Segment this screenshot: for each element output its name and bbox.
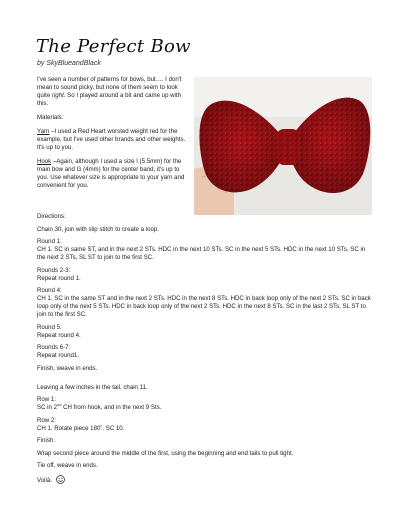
band-row-1: Row 1: SC in 2nd CH from hook, and in the next 9 Sts. [37, 396, 162, 411]
band-start: Leaving a few inches in the tail, chain 11. [37, 383, 148, 391]
directions-section [37, 213, 373, 489]
materials-yarn: Yarn –I used a Red Heart worsted weight red for the example, but I've used other brands and other weights. It's up to you. [37, 128, 186, 151]
intro-paragraph: I've seen a number of patterns for bows, but…. I don't mean to sound picky, but none of them seem to look quite right. So I played around a bit and came up with this. [37, 76, 182, 107]
band-tie: Tie off, weave in ends. [37, 462, 98, 469]
rounds-2-3: Rounds 2-3: Repeat round 1. [37, 266, 81, 282]
band-finish: Finish. [37, 437, 55, 444]
round-4: Round 4: CH 1. SC in the same ST and in the next 2 STs. HDC in the next 8 STs. HDC in back loop only of the next 2 STs. SC in back loop only of the next 5 STs. HDC in back loop only of the next 2 STs. HDC in the next 8 STs. SC in the last 2 STs, SL ST to join to the first SC. [37, 287, 371, 318]
round-5: Round 5: Repeat round 4. [37, 323, 81, 339]
band-row-2: Row 2: CH 1. Rotate piece 180˚. SC 10. [37, 416, 125, 432]
round-1: Round 1: CH 1. SC in same ST, and in the next 2 STs. HDC in the next 10 STs. SC in the next 5 STs. HDC in the next 10 STs. SC in the next 2 STs, SL ST to join to the first SC. [37, 238, 366, 261]
band-wrap: Wrap second piece around the middle of the first, using the beginning and end tails to pull tight. [37, 449, 294, 457]
materials-hook: Hook –Again, although I used a size I (5.5mm) for the main bow and G (4mm) for the center band, it's up to you. Use whatever size is appropriate to your yarn and convenient for you. [37, 158, 185, 189]
directions-finish: Finish, weave in ends. [37, 364, 98, 372]
materials-heading: Materials: [37, 114, 64, 121]
bow-photo [194, 77, 372, 215]
rounds-6-7: Rounds 6-7: Repeat round1. [37, 344, 80, 359]
byline: by SkyBlueandBlack [37, 60, 101, 67]
intro-column [37, 76, 187, 196]
voila-line: Voilà. [37, 475, 373, 485]
page-title: The Perfect Bow [36, 36, 191, 57]
directions-start: Chain 30, join with slip stitch to create a loop. [37, 225, 159, 233]
smiley-icon [56, 475, 65, 484]
directions-heading: Directions: [37, 213, 66, 220]
